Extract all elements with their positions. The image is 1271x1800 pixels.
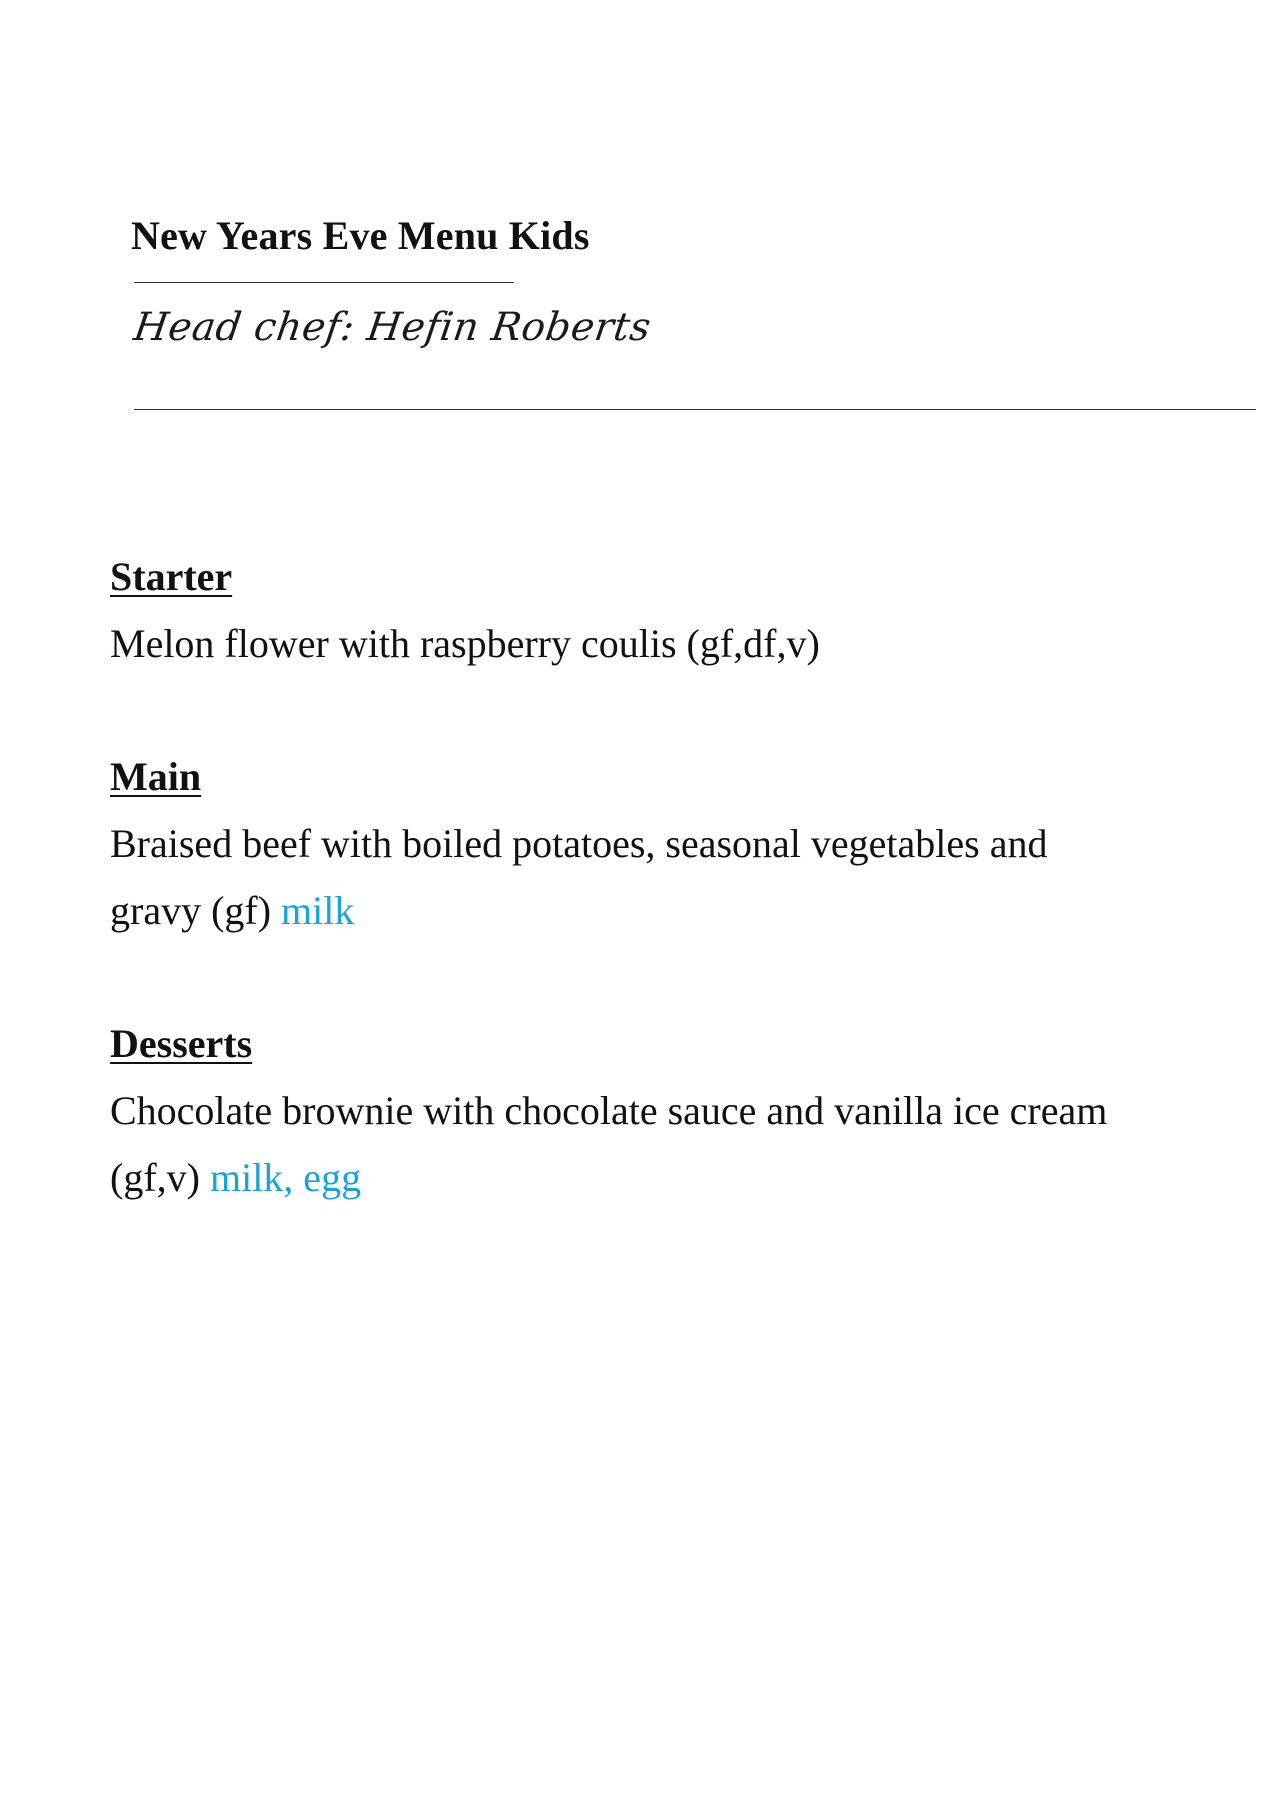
menu-section-main — [110, 752, 1210, 944]
menu-section-starter — [110, 552, 1210, 677]
dish-text: Melon flower with raspberry coulis (gf,df,v) — [110, 621, 820, 666]
allergen-text: milk — [281, 888, 355, 933]
dish-description — [110, 1077, 1150, 1211]
menu-title: New Years Eve Menu Kids — [131, 213, 590, 258]
dish-text: Braised beef with boiled potatoes, seasonal vegetables and gravy (gf) — [110, 821, 1048, 933]
header-divider — [134, 409, 1256, 410]
section-heading: Main — [110, 754, 202, 799]
dish-description — [110, 810, 1110, 944]
dish-text: Chocolate brownie with chocolate sauce and vanilla ice cream (gf,v) — [110, 1088, 1108, 1200]
section-heading: Desserts — [110, 1021, 253, 1066]
head-chef-signature: Head chef: Hefin Roberts — [131, 305, 654, 350]
menu-section-desserts — [110, 1019, 1210, 1211]
section-heading: Starter — [110, 554, 233, 599]
allergen-text: milk, egg — [209, 1155, 362, 1200]
title-divider — [134, 282, 514, 283]
dish-description — [110, 610, 1210, 677]
